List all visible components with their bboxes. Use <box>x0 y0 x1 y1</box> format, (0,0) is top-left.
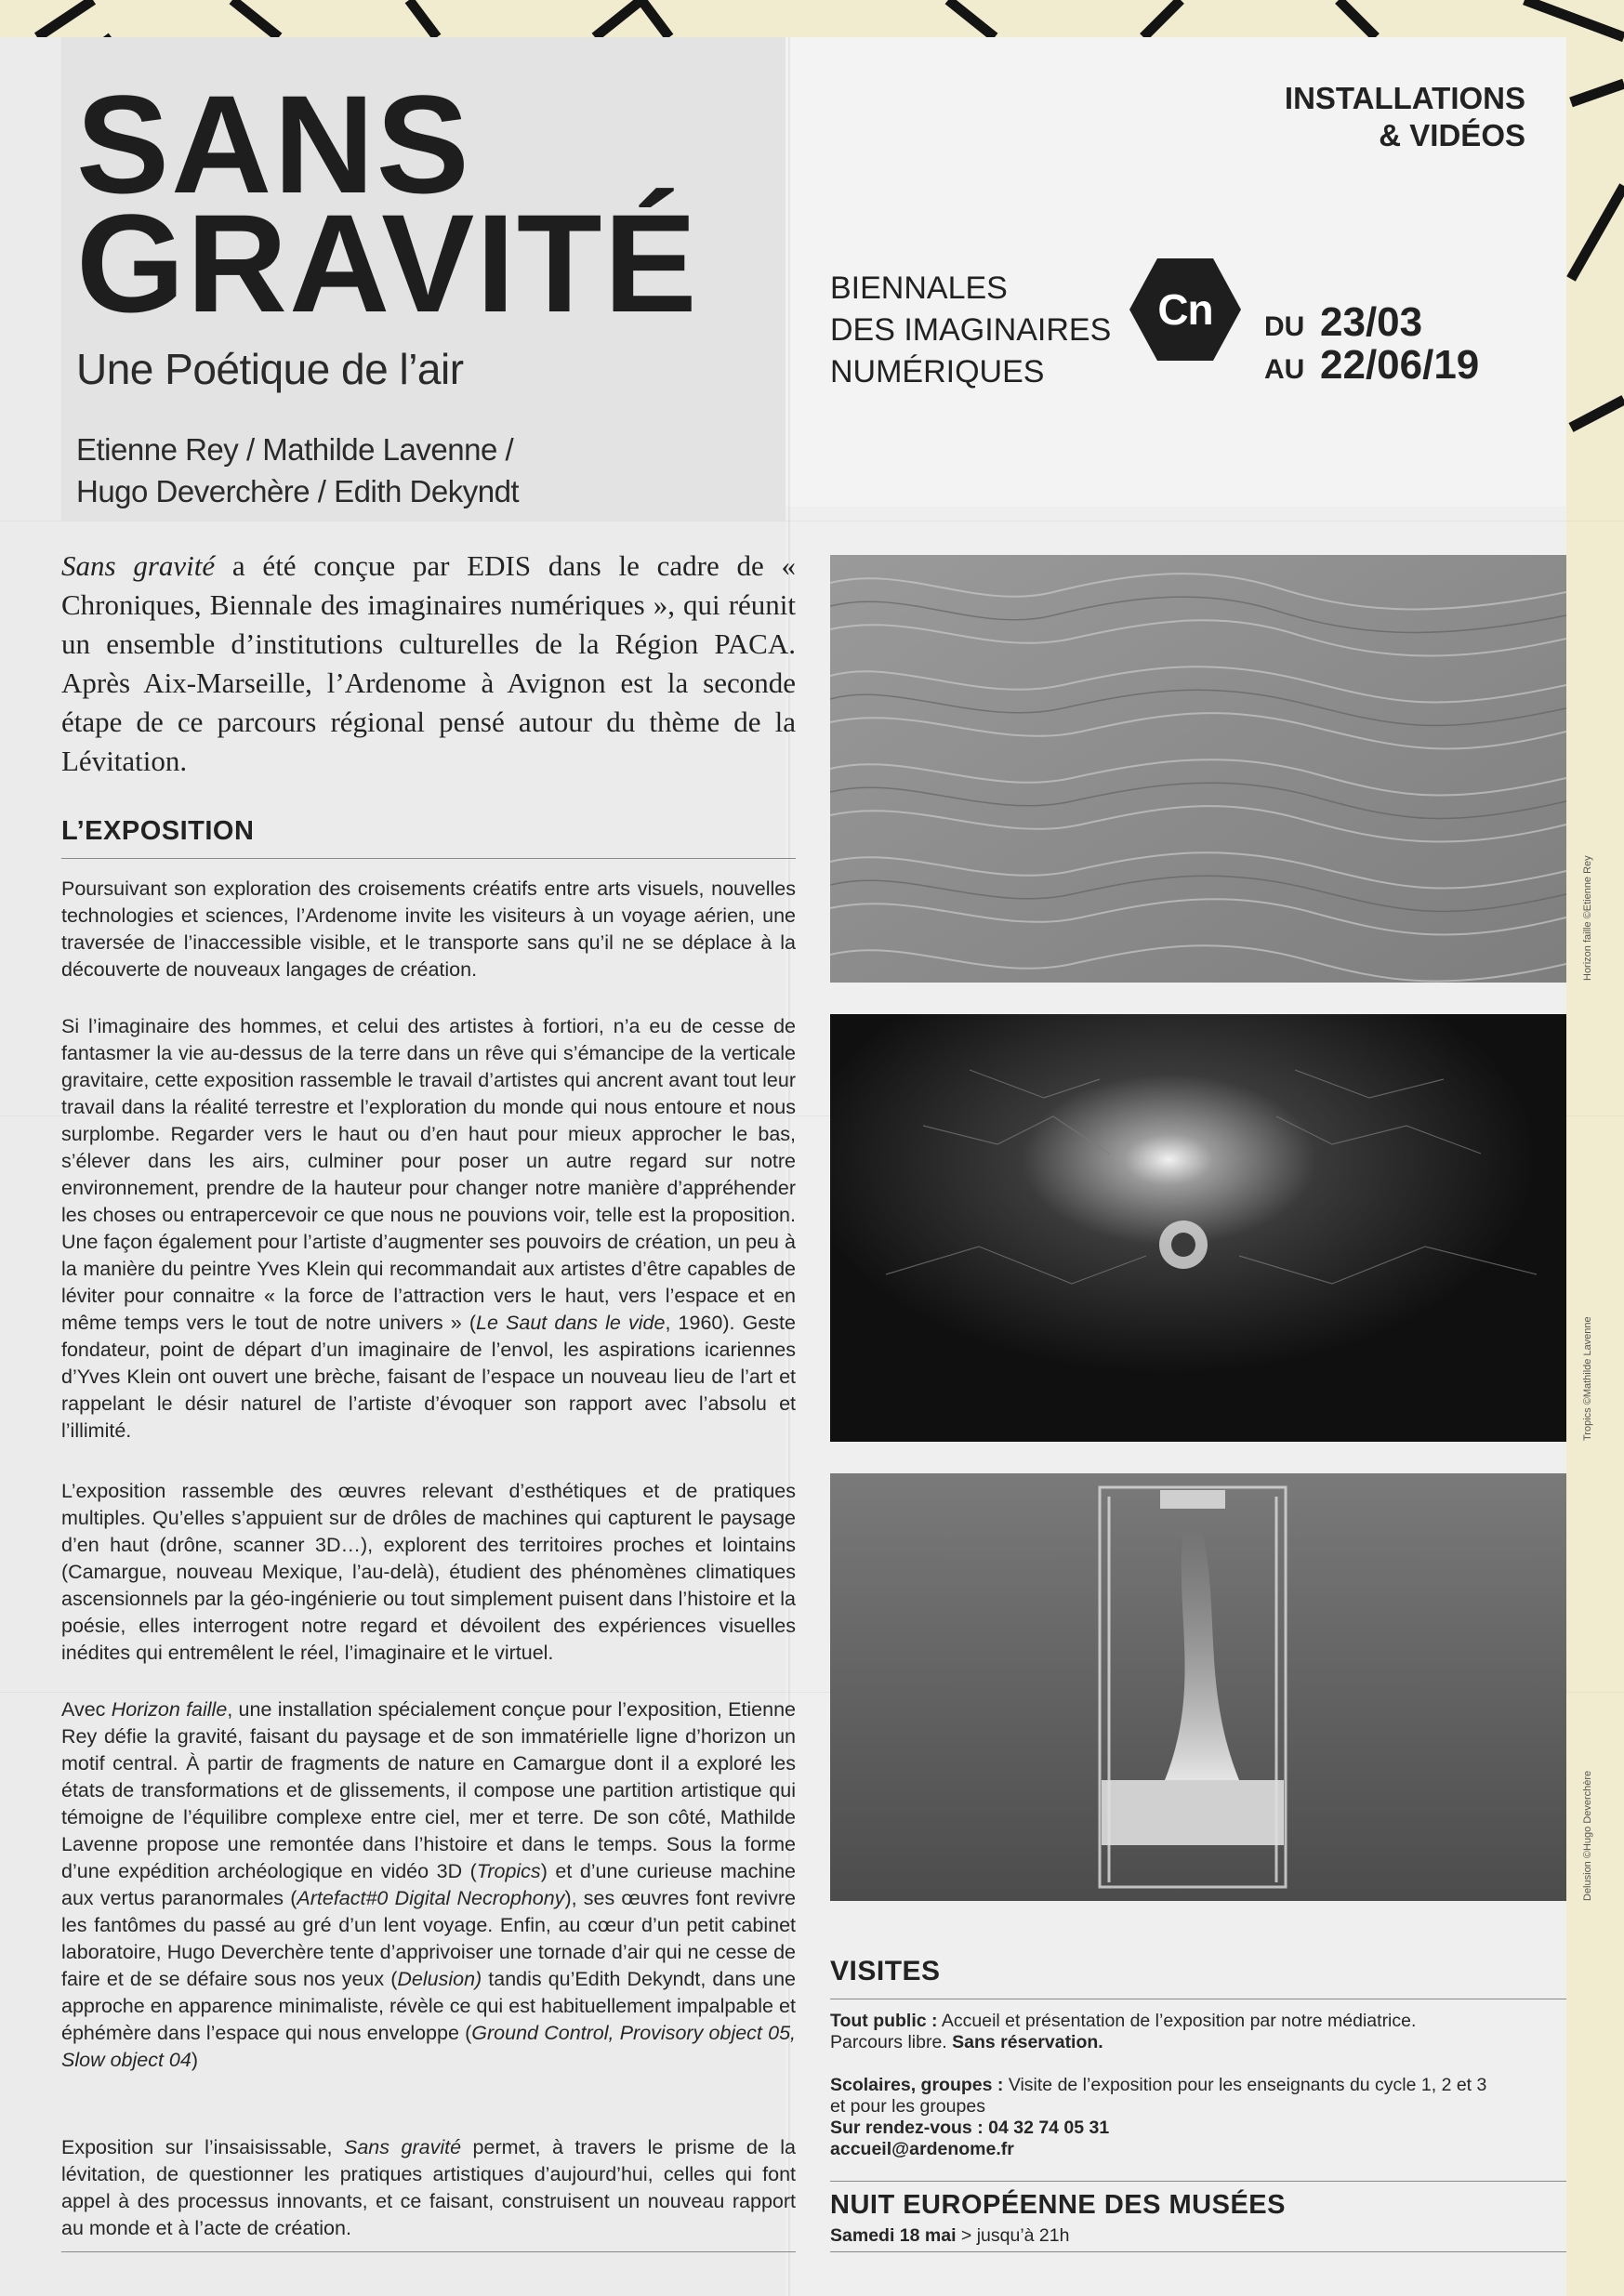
italic-run: Horizon faille <box>111 1698 228 1721</box>
date-from-label: DU <box>1264 311 1305 342</box>
text-run: ), ses œuvres font revivre les fantômes du passé au gré d’un lent voyage. Enfin, au cœur d’un petit cabinet laboratoire, Hugo Deverchère tente d’apprivoiser une tornade d’air qui ne cesse de faire et de se défaire sous nos yeux ( <box>61 1887 797 1990</box>
italic-run: Tropics <box>476 1860 541 1882</box>
text-run: , une installation spécialement conçue pour l’exposition, Etienne Rey défie la gravité, faisant du paysage et de son immatérielle ligne d’horizon un motif central. À partir de fragments de nature en Camargue dont il a exploré les états de transformations et de glissements, il compose une partition artistique qui témoigne de l’équilibre complexe entre ciel, mer et terre. De son côté, Mathilde Lavenne propose une remontée dans l’histoire et dans le temps. Sous la forme d’une expédition archéologique en vidéo 3D ( <box>61 1698 796 1882</box>
photo-delusion <box>830 1473 1566 1901</box>
text-run: tandis qu’Edith Dekyndt, dans une approche en apparence minimaliste, révèle ce qui est habituellement impalpable et éphémère dans l’espace qui nous enveloppe ( <box>61 1968 796 2044</box>
public-text: Accueil et présentation de l’exposition par notre médiatrice. <box>937 2011 1417 2031</box>
schools-label: Scolaires, groupes : <box>830 2075 1004 2095</box>
italic-run: Delusion) <box>397 1968 482 1990</box>
text-run: ) <box>191 2049 199 2071</box>
biennale-name <box>830 268 1111 393</box>
artists-line-2: Hugo Deverchère / Edith Dekyndt <box>76 474 520 508</box>
title-line-1: SANS <box>76 66 471 222</box>
visites-public <box>830 2011 1566 2053</box>
exposition-paragraph-1: Poursuivant son exploration des croisements créatifs entre arts visuels, nouvelles technologies et sciences, l’Ardenome invite les visiteurs à un voyage aérien, une traversée de l’inaccessible visible, et le transporte sans qu’il ne se déplace à la découverte de nouveaux langages de création. <box>61 877 796 981</box>
nuit-date <box>830 2225 1566 2247</box>
photo-credit-3: Delusion ©Hugo Deverchère <box>1582 1770 1593 1901</box>
nuit-date-rest: > jusqu’à 21h <box>956 2225 1070 2246</box>
schools-text: Visite de l’exposition pour les enseignants du cycle 1, 2 et 3 <box>1003 2075 1487 2095</box>
phone: Sur rendez-vous : 04 32 74 05 31 <box>830 2118 1110 2138</box>
photo-credit-2: Tropics ©Mathilde Lavenne <box>1582 1316 1593 1441</box>
divider <box>61 2251 796 2252</box>
nuit-date-bold: Samedi 18 mai <box>830 2225 957 2246</box>
category-line-1: INSTALLATIONS <box>1284 81 1525 115</box>
cn-logo-text: Cn <box>1157 285 1213 334</box>
exposition-paragraph-5 <box>61 2134 796 2242</box>
biennale-line-1: BIENNALES <box>830 271 1008 306</box>
biennale-line-3: NUMÉRIQUES <box>830 354 1045 389</box>
exposition-paragraph-2 <box>61 1013 796 1445</box>
photo-credit-1: Horizon faille ©Etienne Rey <box>1582 855 1593 981</box>
text-run: permet, à travers le prisme de la lévitation, de questionner les pratiques artistiques d’aujourd’hui, celles qui font appel à des processus innovants, et ce faisant, construisent un nouveau rapport au monde et à l’acte de création. <box>61 2136 797 2239</box>
text-run: Si l’imaginaire des hommes, et celui des artistes à fortiori, n’a eu de cesse de fantasmer la vie au-dessus de la terre dans un rêve qui s’émancipe de la verticale gravitaire, cette exposition rassemble le travail d’artistes qui ancrent avant tout leur travail dans la réalité terrestre et l’exploration du monde qui nous entoure et nous surplombe. Regarder vers le haut ou d’en haut pour mieux approcher le bas, s’élever dans les airs, culminer pour poser un autre regard sur notre environnement, prendre de la hauteur pour changer notre manière d’appréhender les choses ou entrapercevoir ce que nous ne pouvions voir, telle est la proposition. Une façon également pour l’artiste d’augmenter ses pouvoirs de création, un peu à la manière du peintre Yves Klein qui recommandait aux artistes d’être capables de léviter pour connaitre « la force de l’attraction vers le haut, vers l’espace et en même temps vers le tout de notre univers » ( <box>61 1015 796 1334</box>
date-to-label: AU <box>1264 354 1305 385</box>
category-line-2: & VIDÉOS <box>1379 118 1525 152</box>
artists-line-1: Etienne Rey / Mathilde Lavenne / <box>76 432 514 467</box>
email-link[interactable]: accueil@ardenome.fr <box>830 2139 1014 2159</box>
italic-run: Sans gravité <box>344 2136 462 2158</box>
text-run: ) et d’une curieuse machine aux vertus paranormales ( <box>61 1860 796 1909</box>
date-to <box>1264 342 1479 389</box>
intro-text: a été conçue par EDIS dans le cadre de « Chroniques, Biennale des imaginaires numériques », qui réunit un ensemble d’institutions culturelles de la Région PACA. Après Aix-Marseille, l’Ardenome à Avignon est la seconde étape de ce parcours régional pensé autour du thème de la Lévitation. <box>61 549 796 777</box>
exposition-heading: L’EXPOSITION <box>61 816 255 846</box>
visites-heading: VISITES <box>830 1956 941 1986</box>
title-line-2: GRAVITÉ <box>76 185 699 341</box>
exposition-paragraph-3: L’exposition rassemble des œuvres relevant d’esthétiques et de pratiques multiples. Qu’elles s’appuient sur de drôles de machines qui capturent le paysage d’en haut (drône, scanner 3D…), explorent des territoires proches et lointains (Camargue, nouveau Mexique, l’au-delà), étudient des phénomènes climatiques ascensionnels par la géo-ingénierie ou tout simplement puisent dans l’histoire et la poésie, elles interrogent notre regard et dévoilent des expériences visuelles inédites qui entremêlent le réel, l’imaginaire et le virtuel. <box>61 1480 796 1664</box>
public-label: Tout public : <box>830 2011 938 2031</box>
italic-run: Le Saut dans le vide <box>475 1312 666 1334</box>
category <box>1285 80 1525 154</box>
divider <box>61 858 796 859</box>
subtitle: Une Poétique de l’air <box>76 345 464 393</box>
public-bold-2: Sans réservation. <box>952 2032 1103 2052</box>
divider <box>830 2251 1566 2252</box>
biennale-line-2: DES IMAGINAIRES <box>830 312 1112 348</box>
schools-text-2: et pour les groupes <box>830 2096 985 2117</box>
date-from-value: 23/03 <box>1320 299 1423 345</box>
public-text-2: Parcours libre. <box>830 2032 953 2052</box>
date-from <box>1264 299 1422 346</box>
text-run: , 1960). Geste fondateur, point de départ d’un imaginaire de l’envol, les aspirations icariennes d’Yves Klein ont ouvert une brèche, faisant de l’espace un nouveau lieu de l’art et rappelant le désir naturel de l’artiste d’évoquer son rapport avec l’absolu et l’illimité. <box>61 1312 796 1442</box>
divider <box>830 2181 1566 2182</box>
italic-run: Ground Control, Provisory object 05, Slow object 04 <box>61 2022 797 2071</box>
intro-paragraph <box>61 547 796 781</box>
text-run: Exposition sur l’insaisissable, <box>61 2136 344 2158</box>
visites-schools <box>830 2075 1566 2160</box>
text-run: Avec <box>61 1698 112 1721</box>
photo-tropics <box>830 1014 1566 1442</box>
exposition-paragraph-4 <box>61 1696 796 2074</box>
intro-title: Sans gravité <box>61 549 216 582</box>
nuit-heading: NUIT EUROPÉENNE DES MUSÉES <box>830 2190 1286 2220</box>
date-to-value: 22/06/19 <box>1320 342 1480 388</box>
italic-run: Artefact#0 Digital Necrophony <box>297 1887 565 1909</box>
photo-horizon-faille <box>830 555 1566 983</box>
